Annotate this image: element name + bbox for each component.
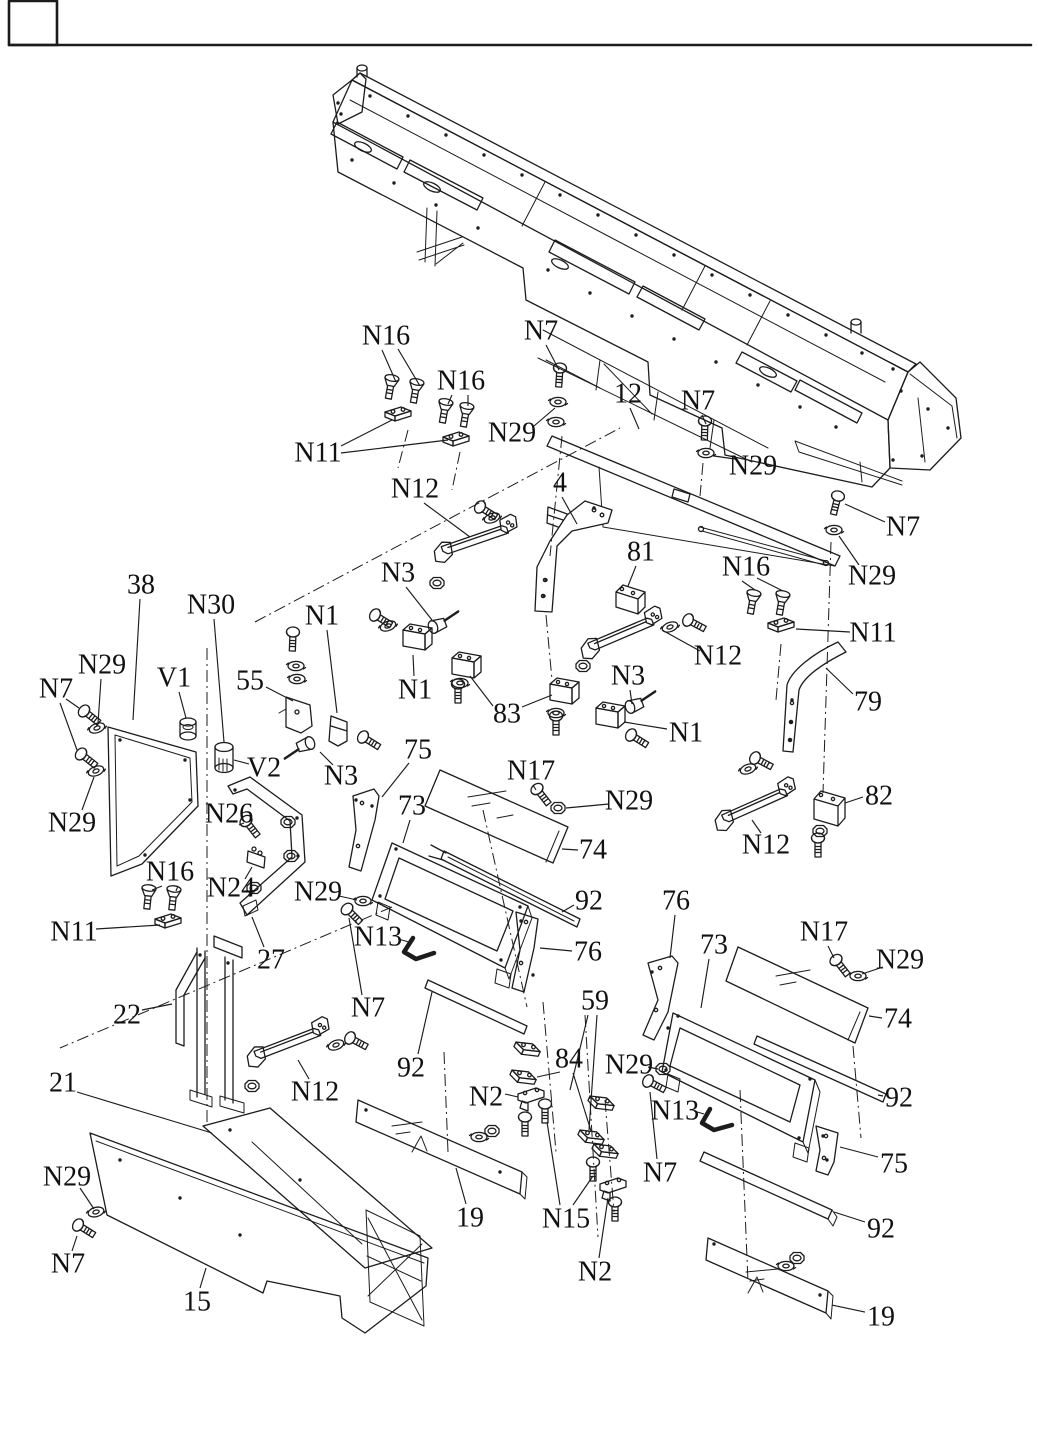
part-label-12-4: 12	[614, 378, 642, 410]
screw-icon	[472, 499, 499, 523]
screw-icon	[623, 727, 650, 751]
bolt-dot	[364, 1108, 367, 1111]
bolt-dot	[298, 1178, 301, 1181]
mount-plate-icon	[155, 914, 181, 928]
leader-27-32-0	[252, 917, 264, 947]
leader-83-69-1	[522, 695, 552, 707]
part-label-19-52: 19	[456, 1202, 484, 1234]
bolt-dot	[672, 337, 675, 340]
leader-n1-71-0	[624, 722, 667, 729]
flat-screw-icon	[772, 590, 790, 616]
bolt-dot	[899, 389, 902, 392]
washer-icon	[288, 674, 307, 683]
part-79-bracket	[783, 642, 846, 752]
part-label-n1-71: N1	[668, 717, 704, 749]
bolt-dot	[788, 738, 791, 741]
leader-84-47-0	[573, 1073, 591, 1131]
leader-n11-7-1	[341, 440, 448, 453]
bolt-dot	[710, 273, 713, 276]
part-label-73-40: 73	[398, 790, 426, 822]
bolt-dot	[712, 1242, 715, 1245]
part-label-n2-54: N2	[577, 1256, 613, 1288]
washer-icon	[86, 720, 107, 735]
bolt-dot	[394, 847, 397, 850]
leader-92-73-0	[418, 992, 432, 1054]
bolt-dot	[118, 1158, 121, 1161]
part-label-84-47: 84	[555, 1043, 583, 1075]
bolt-dot	[834, 425, 837, 428]
block-bracket-icon	[596, 702, 625, 728]
part-label-92-61: 92	[885, 1082, 913, 1114]
bolt-dot	[596, 213, 599, 216]
part-label-n29-21: N29	[77, 649, 127, 681]
part-label-n15-53: N15	[541, 1203, 591, 1235]
bolt-dot	[499, 958, 502, 961]
leader-n2-54-0	[599, 1198, 608, 1258]
block-bracket-icon	[403, 624, 432, 650]
part-label-v2-25: V2	[246, 752, 282, 784]
main-frame-body	[331, 65, 961, 487]
screw-icon	[355, 729, 382, 753]
part-label-n29-55: N29	[42, 1161, 92, 1193]
bolt-dot	[714, 360, 717, 363]
bolt-dot	[664, 1068, 667, 1071]
nut-icon	[551, 803, 565, 814]
bolt-dot	[818, 1293, 821, 1296]
part-label-55-23: 55	[236, 665, 264, 697]
part-label-n26-28: N26	[204, 798, 254, 830]
bolt-dot	[592, 506, 595, 509]
part-label-21-37: 21	[49, 1067, 77, 1099]
part-label-n29-6: N29	[728, 450, 778, 482]
leader-n1-20-0	[327, 630, 337, 713]
part-label-n17-41: N17	[506, 755, 556, 787]
flat-screw-icon	[406, 378, 424, 404]
hardware-glyphs	[70, 363, 867, 1271]
part-n1-hook	[329, 716, 347, 746]
washer-icon	[825, 525, 844, 534]
bolt-dot	[378, 894, 381, 897]
flat-screw-icon	[435, 398, 453, 424]
bolt-dot	[519, 919, 522, 922]
bolt-dot	[808, 1077, 811, 1080]
part-label-n12-72: N12	[693, 640, 743, 672]
nut-icon	[245, 1081, 259, 1092]
bolt-dot	[789, 720, 792, 723]
bolt-dot	[920, 454, 923, 457]
part-38-panel	[108, 727, 198, 876]
washer-icon	[287, 661, 306, 670]
part-label-n7-2: N7	[523, 315, 559, 347]
bolt-dot	[178, 1196, 181, 1199]
bolt-dot	[860, 351, 863, 354]
part-21-15-box	[90, 1108, 432, 1333]
part-label-n29-49: N29	[604, 1049, 654, 1081]
part-label-92-58: 92	[867, 1213, 895, 1245]
leader-76-45-0	[540, 948, 572, 951]
flat-screw-icon	[165, 885, 181, 911]
mount-plate-icon	[385, 407, 411, 421]
screw-icon	[343, 1030, 370, 1053]
part-label-n3-67: N3	[380, 557, 416, 589]
bolt-dot	[790, 698, 793, 701]
leader-n15-53-0	[547, 1122, 560, 1205]
part-label-38-18: 38	[127, 569, 155, 601]
block-bracket-icon	[452, 652, 481, 678]
part-label-76-65: 76	[662, 885, 690, 917]
bolt-dot	[588, 291, 591, 294]
corner-box	[9, 1, 57, 45]
page-frame	[9, 1, 1031, 45]
part-label-n7-24: N7	[38, 673, 74, 705]
part-label-79-15: 79	[854, 686, 882, 718]
leader-92-61-0	[878, 1095, 883, 1096]
leader-92-44-0	[562, 905, 574, 912]
part-12-plate	[547, 436, 840, 566]
part-label-n16-0: N16	[361, 320, 411, 352]
part-82-bracket	[814, 791, 845, 826]
screw-icon	[519, 1112, 532, 1136]
leader-12-4-0	[630, 408, 639, 429]
bolt-dot	[824, 333, 827, 336]
flat-screw-icon	[743, 589, 761, 615]
leader-15-57-0	[200, 1268, 206, 1288]
bolt-dot	[296, 854, 299, 857]
washer-icon	[549, 397, 568, 406]
part-label-15-57: 15	[183, 1286, 211, 1318]
part-label-n11-7: N11	[294, 437, 342, 469]
nut-icon	[485, 1126, 499, 1137]
bolt-dot	[339, 112, 342, 115]
nut-icon	[790, 1253, 804, 1264]
part-label-n1-20: N1	[304, 600, 340, 632]
leader-79-15-0	[826, 668, 853, 694]
bolt-dot	[542, 594, 545, 597]
part-22-frame	[176, 936, 244, 1113]
leader-92-58-0	[834, 1212, 865, 1222]
part-label-n7-56: N7	[50, 1248, 86, 1280]
leader-74-43-0	[562, 849, 578, 850]
part-labels	[39, 316, 924, 1333]
bolt-dot	[558, 193, 561, 196]
part-label-n12-38: N12	[290, 1076, 340, 1108]
nut-icon	[813, 826, 827, 837]
bolt-dot	[630, 314, 633, 317]
leader-38-18-0	[133, 599, 140, 720]
bolt-dot	[406, 114, 409, 117]
leader-n12-8-0	[424, 503, 470, 537]
block-bracket-icon	[550, 678, 579, 704]
part-label-n16-1: N16	[436, 365, 486, 397]
part-label-n1-68: N1	[397, 674, 433, 706]
part-label-v1-22: V1	[156, 662, 192, 694]
leader-n7-24-1	[60, 703, 77, 750]
bolt-dot	[336, 101, 339, 104]
bolt-dot	[434, 203, 437, 206]
leader-n1-68-0	[413, 655, 414, 676]
part-label-n13-50: N13	[650, 1095, 700, 1127]
screw-icon	[587, 1157, 600, 1181]
flat-screw-icon	[456, 402, 474, 428]
part-label-n7-11: N7	[885, 511, 921, 543]
part-label-n17-64: N17	[799, 916, 849, 948]
leader-83-69-0	[470, 676, 493, 706]
bolt-dot	[233, 788, 236, 791]
part-label-n12-17: N12	[741, 829, 791, 861]
bolt-dot	[228, 1128, 231, 1131]
nut-icon	[430, 578, 444, 589]
bolt-dot	[821, 1134, 824, 1137]
screw-icon	[539, 1099, 552, 1123]
leader-19-52-0	[456, 1168, 466, 1204]
washer-icon	[86, 1205, 107, 1219]
mount-plate-icon	[768, 618, 794, 632]
bolt-dot	[482, 153, 485, 156]
part-label-n16-13: N16	[721, 551, 771, 583]
bolt-dot	[444, 133, 447, 136]
bolt-dot	[544, 578, 547, 581]
bolt-dot	[676, 1014, 679, 1017]
bolt-dot	[476, 226, 479, 229]
screw-icon	[681, 612, 708, 635]
nut-icon	[576, 661, 590, 672]
part-label-n16-30: N16	[145, 856, 195, 888]
link-arm-icon	[429, 513, 522, 565]
part-label-76-45: 76	[574, 936, 602, 968]
leader-n16-0-1	[398, 349, 420, 386]
part-label-27-32: 27	[257, 944, 285, 976]
part-label-n7-51: N7	[642, 1157, 678, 1189]
part-label-92-44: 92	[575, 885, 603, 917]
washer-icon	[354, 896, 373, 905]
leader-v1-22-0	[179, 692, 186, 718]
part-label-n29-42: N29	[604, 785, 654, 817]
leader-76-65-0	[670, 915, 675, 958]
part-label-22-36: 22	[113, 999, 141, 1031]
part-label-82-16: 82	[865, 780, 893, 812]
part-n13-handle-right	[702, 1109, 732, 1130]
part-label-4-9: 4	[553, 467, 567, 499]
flat-screw-icon	[381, 374, 399, 400]
part-label-n29-33: N29	[293, 876, 343, 908]
washer-icon	[325, 1037, 346, 1052]
bolt-dot	[118, 738, 121, 741]
screw-icon	[827, 490, 845, 516]
leader-n2-48-0	[505, 1094, 518, 1097]
bolt-dot	[672, 253, 675, 256]
bolt-dot	[520, 173, 523, 176]
bolt-dot	[825, 1158, 828, 1161]
leader-n3-67-0	[406, 587, 432, 620]
bolt-dot	[797, 1136, 800, 1139]
part-label-n29-12: N29	[847, 560, 897, 592]
bolt-dot	[370, 804, 373, 807]
leader-n17-64-0	[828, 946, 834, 958]
leader-n29-21-0	[98, 679, 101, 723]
part-n24-clevis	[247, 847, 265, 868]
bolt-dot	[183, 758, 186, 761]
washer-icon	[659, 619, 680, 634]
part-label-n7-5: N7	[680, 385, 716, 417]
part-label-n29-3: N29	[487, 417, 537, 449]
part-label-75-60: 75	[880, 1148, 908, 1180]
part-label-81-10: 81	[627, 536, 655, 568]
part-label-n3-70: N3	[610, 660, 646, 692]
part-label-59-46: 59	[581, 985, 609, 1017]
part-n13-handle-left	[404, 938, 434, 959]
mount-plate-icon	[512, 1037, 541, 1060]
bolt-dot	[926, 407, 929, 410]
leader-n29-3-0	[534, 408, 555, 426]
part-label-19-59: 19	[867, 1301, 895, 1333]
leader-73-40-0	[403, 820, 410, 843]
leader-73-66-0	[701, 959, 709, 1008]
bolt-dot	[238, 1233, 241, 1236]
nut-icon	[281, 817, 295, 828]
part-label-n13-34: N13	[353, 921, 403, 953]
center-cover-assembly	[349, 770, 580, 1199]
part-label-n3-26: N3	[323, 760, 359, 792]
leader-n15-53-1	[573, 1176, 593, 1205]
bolt-dot	[198, 953, 201, 956]
part-55-bracket	[279, 697, 312, 733]
flat-screw-icon	[140, 884, 156, 910]
bolt-dot	[946, 426, 949, 429]
leader-n16-0-0	[382, 350, 396, 382]
bolt-dot	[546, 268, 549, 271]
leader-75-60-0	[840, 1147, 878, 1157]
leader-n11-7-0	[341, 420, 392, 446]
bolt-dot	[350, 158, 353, 161]
bolt-dot	[650, 970, 653, 973]
part-label-74-62: 74	[884, 1003, 912, 1035]
pin-icon	[281, 735, 317, 759]
link-arm-icon	[242, 1015, 335, 1070]
bolt-dot	[295, 816, 298, 819]
leader-82-16-0	[845, 797, 863, 803]
part-label-n11-14: N11	[849, 617, 897, 649]
leader-81-10-0	[628, 566, 636, 586]
bolt-dot	[798, 405, 801, 408]
bolt-dot	[748, 293, 751, 296]
leader-n11-14-0	[796, 629, 850, 632]
screw-icon	[552, 363, 567, 388]
bolt-dot	[498, 1170, 501, 1173]
leader-n7-2-0	[546, 345, 559, 370]
nut-icon	[284, 851, 298, 862]
leader-n30-19-0	[214, 619, 224, 742]
leader-n29-27-0	[82, 777, 94, 810]
washer-icon	[547, 417, 566, 426]
link-arm-icon	[575, 605, 667, 662]
valve-v1	[180, 718, 196, 740]
bolt-dot	[891, 367, 894, 370]
screw-icon	[286, 627, 300, 651]
part-label-n7-35: N7	[350, 992, 386, 1024]
right-cover-assembly	[643, 947, 886, 1319]
bolt-dot	[518, 905, 521, 908]
bolt-dot	[891, 458, 894, 461]
part-label-n29-27: N29	[47, 807, 97, 839]
part-label-n11-31: N11	[50, 916, 98, 948]
part-label-75-39: 75	[404, 734, 432, 766]
bolt-dot	[531, 973, 534, 976]
part-81-bracket	[616, 585, 645, 614]
leader-22-36-0	[142, 1004, 172, 1010]
part-label-n24-29: N24	[206, 872, 256, 904]
part-label-n2-48: N2	[468, 1081, 504, 1113]
leader-lines	[60, 345, 885, 1312]
part-label-n30-19: N30	[186, 589, 236, 621]
screw-icon	[70, 1217, 97, 1241]
leader-19-59-0	[832, 1305, 865, 1312]
washer-icon	[85, 763, 106, 778]
leader-55-23-0	[266, 687, 293, 701]
leader-21-37-0	[77, 1092, 212, 1133]
part-label-73-66: 73	[700, 929, 728, 961]
bolt-dot	[188, 798, 191, 801]
leader-74-62-0	[869, 1016, 882, 1018]
washer-icon	[697, 448, 716, 457]
part-label-83-69: 83	[493, 698, 521, 730]
bolt-dot	[634, 233, 637, 236]
bolt-dot	[666, 1026, 669, 1029]
part-label-n12-8: N12	[390, 473, 440, 505]
mount-plate-icon	[443, 432, 469, 446]
bolt-dot	[368, 94, 371, 97]
bolt-dot	[354, 798, 357, 801]
part-label-n29-63: N29	[875, 944, 925, 976]
leader-59-46-1	[589, 1015, 597, 1130]
valve-v2	[215, 743, 233, 773]
washer-icon	[547, 708, 566, 717]
screw-icon	[828, 952, 853, 979]
leader-n7-11-0	[845, 504, 885, 522]
leader-n11-31-0	[96, 925, 160, 929]
part-label-92-73: 92	[397, 1052, 425, 1084]
bolt-dot	[756, 383, 759, 386]
bolt-dot	[392, 181, 395, 184]
bolt-dot	[226, 961, 229, 964]
bolt-dot	[786, 313, 789, 316]
part-label-74-43: 74	[579, 834, 607, 866]
pin-icon	[624, 691, 660, 715]
mount-plate-icon	[508, 1065, 537, 1088]
leader-n29-42-0	[566, 804, 609, 808]
